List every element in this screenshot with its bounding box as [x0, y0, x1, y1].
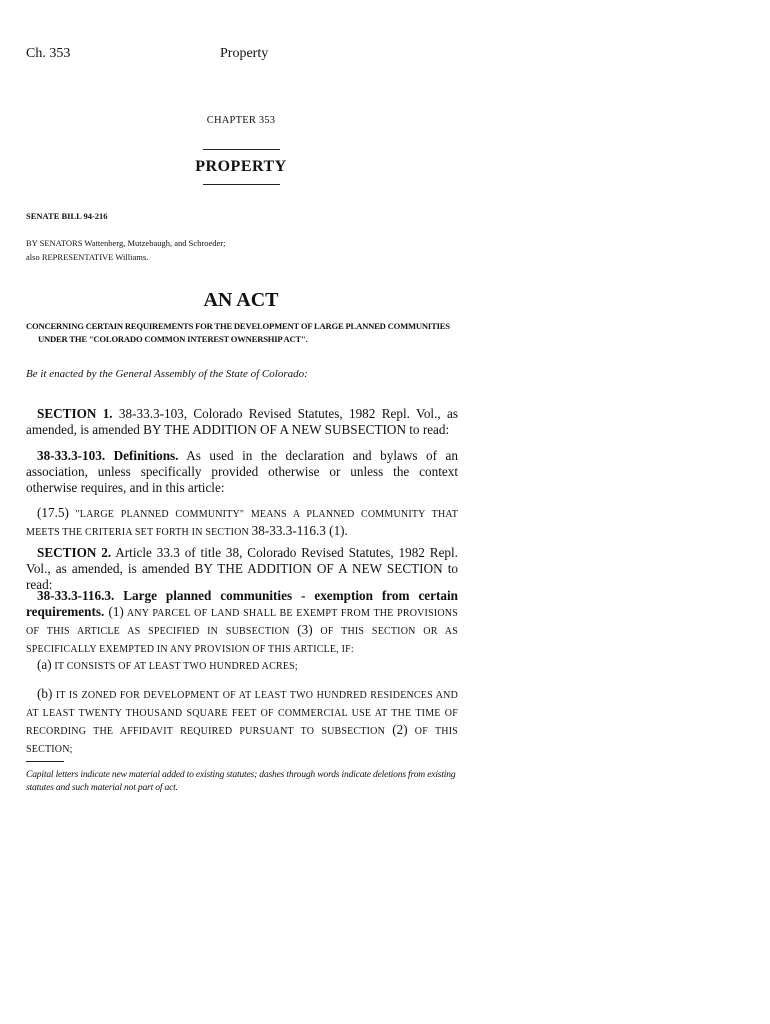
- sponsors-house: also REPRESENTATIVE Williams.: [26, 252, 149, 262]
- footnote-rule: [26, 761, 64, 762]
- section-2-text: Article 33.3 of title 38, Colorado Revised Statutes, 1982 Repl. Vol., as amended, is amended BY THE ADDITION OF A NEW SECTION to read:: [26, 545, 458, 592]
- section-1-heading: SECTION 1.: [37, 406, 113, 421]
- subsection-2-ref: (2): [392, 722, 408, 737]
- definition-17-5: [26, 505, 458, 541]
- paragraph-a-text: IT CONSISTS OF AT LEAST TWO HUNDRED ACRES;: [51, 661, 298, 672]
- footnote-line-1: Capital letters indicate new material added to existing statutes; dashes through words indicate deletions from existing: [26, 769, 456, 780]
- section-2-heading: SECTION 2.: [37, 545, 112, 560]
- chapter-title: PROPERTY: [195, 158, 287, 175]
- subsection-1-text-b: OF THIS SECTION OR AS SPECIFICALLY EXEMPTED IN ANY PROVISION OF THIS ARTICLE, IF:: [26, 626, 458, 655]
- section-1-paragraph: [26, 406, 458, 438]
- definitions-heading: 38-33.3-103. Definitions.: [37, 448, 179, 463]
- act-heading: AN ACT: [203, 289, 279, 311]
- footnote-line-2: statutes and such material not part of act.: [26, 782, 178, 793]
- paragraph-a: [26, 657, 458, 675]
- paragraph-b-text-1: IT IS ZONED FOR DEVELOPMENT OF AT LEAST TWO HUNDRED RESIDENCES AND AT LEAST TWENTY THOUSAND SQUARE FEET OF COMMERCIAL USE AT THE TIME OF RECORDING THE AFFIDAVIT REQUIRED PURSUANT TO SUBSECTION: [26, 690, 458, 737]
- paragraph-a-number: (a): [37, 657, 52, 672]
- paragraph-b-text-2: OF THIS SECTION;: [26, 726, 458, 755]
- section-1-text: 38-33.3-103, Colorado Revised Statutes, 1982 Repl. Vol., as amended, is amended BY THE ADDITION OF A NEW SUBSECTION to read:: [26, 406, 458, 437]
- subsection-1-number: (1): [104, 604, 124, 619]
- footnote: [26, 768, 466, 794]
- definition-number: (17.5): [37, 505, 69, 520]
- running-header-title: Property: [220, 46, 269, 61]
- subsection-1-text-a: ANY PARCEL OF LAND SHALL BE EXEMPT FROM THE PROVISIONS OF THIS ARTICLE AS SPECIFIED IN SUBSECTION: [26, 608, 458, 637]
- concerning-line-2: UNDER THE "COLORADO COMMON INTEREST OWNERSHIP ACT".: [38, 334, 308, 344]
- title-rule-bottom: [203, 184, 280, 185]
- paragraph-b-number: (b): [37, 686, 53, 701]
- paragraph-b: [26, 686, 458, 758]
- bill-number: SENATE BILL 94-216: [26, 211, 108, 221]
- sponsors-senate: BY SENATORS Wattenberg, Mutzebaugh, and Schroeder;: [26, 238, 226, 248]
- running-header-chapter: Ch. 353: [26, 46, 71, 61]
- subsection-3-ref: (3): [297, 622, 313, 637]
- section-116-3-heading: 38-33.3-116.3. Large planned communities - exemption from certain requirements.: [26, 588, 458, 619]
- definition-new-text: "LARGE PLANNED COMMUNITY" MEANS A PLANNED COMMUNITY THAT MEETS THE CRITERIA SET FORTH IN SECTION: [26, 509, 458, 538]
- sponsors: [26, 236, 225, 264]
- definitions-paragraph: [26, 448, 458, 496]
- section-116-3-paragraph: [26, 588, 458, 658]
- definitions-text: As used in the declaration and bylaws of an association, unless specifically provided otherwise or unless the context otherwise requires, and in this article:: [26, 448, 458, 495]
- chapter-label: CHAPTER 353: [206, 115, 276, 126]
- concerning-clause: [26, 320, 466, 346]
- enacting-clause: Be it enacted by the General Assembly of the State of Colorado:: [26, 368, 308, 380]
- concerning-line-1: CONCERNING CERTAIN REQUIREMENTS FOR THE DEVELOPMENT OF LARGE PLANNED COMMUNITIES: [26, 321, 450, 331]
- title-rule-top: [203, 149, 280, 150]
- section-2-paragraph: [26, 545, 458, 593]
- definition-reference: 38-33.3-116.3 (1).: [251, 523, 348, 538]
